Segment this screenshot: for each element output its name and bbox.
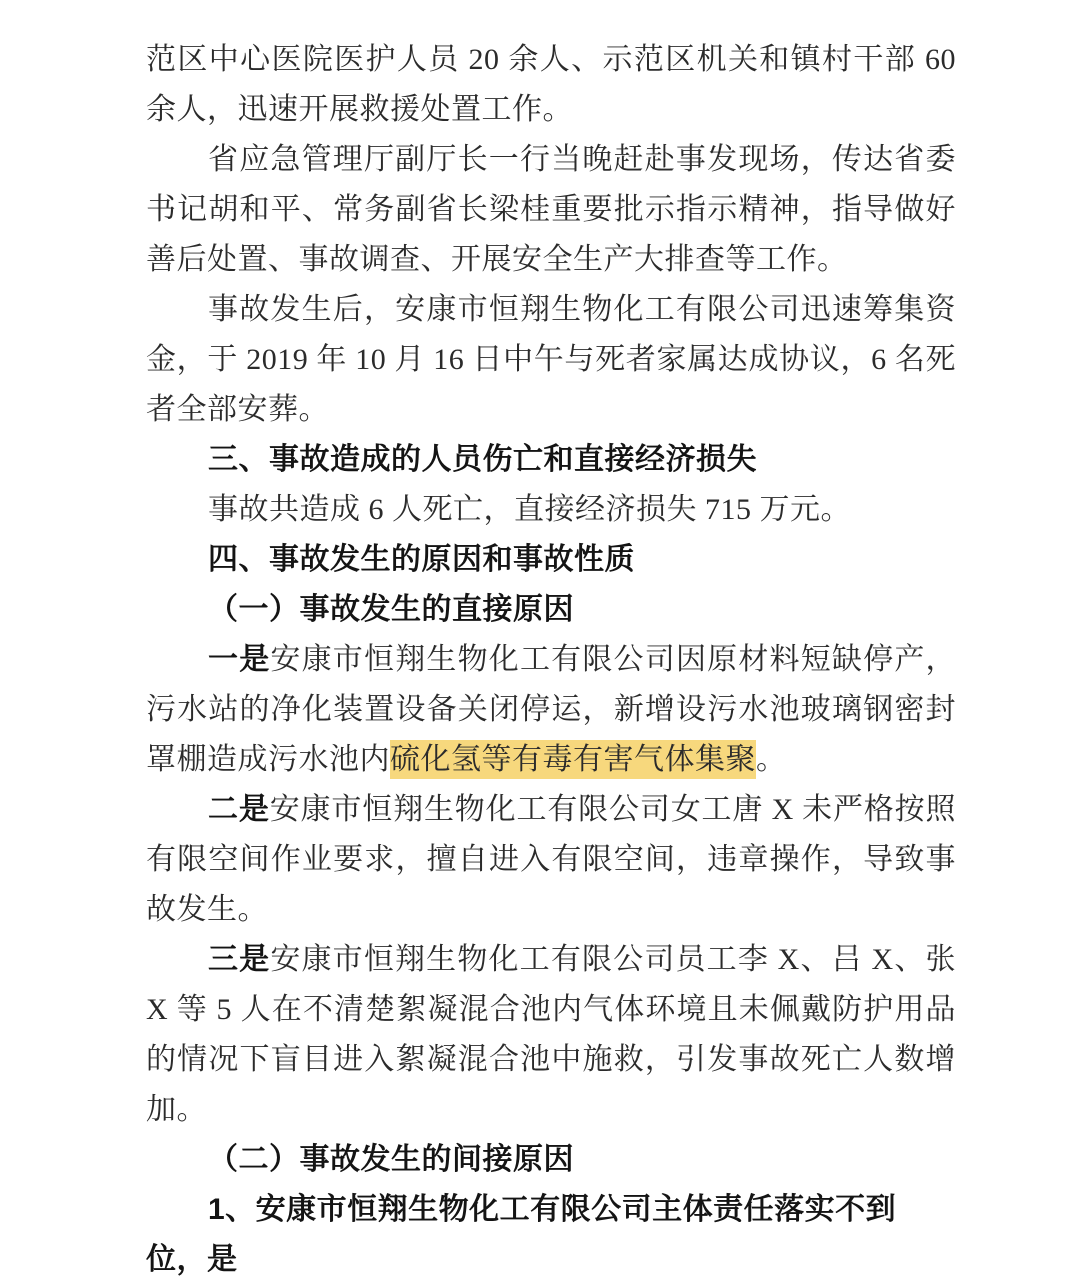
paragraph <box>146 285 956 435</box>
section-heading <box>146 435 956 485</box>
text-run: 事故共造成 6 人死亡，直接经济损失 715 万元。 <box>208 493 851 526</box>
paragraph <box>146 135 956 285</box>
bold-lead-text: 三是 <box>208 943 271 976</box>
text-run: 事故发生后，安康市恒翔生物化工有限公司迅速筹集资金，于 2019 年 10 月 16 日中午与死者家属达成协议，6 名死者全部安葬。 <box>146 293 956 426</box>
bold-lead-text: 四、事故发生的原因和事故性质 <box>208 543 635 576</box>
paragraph <box>146 485 956 535</box>
text-run: 安康市恒翔生物化工有限公司员工李 X、吕 X、张 X 等 5 人在不清楚絮凝混合池内气体环境且未佩戴防护用品的情况下盲目进入絮凝混合池中施救，引发事故死亡人数增加。 <box>146 943 956 1126</box>
text-run: 安康市恒翔生物化工有限公司女工唐 X 未严格按照有限空间作业要求，擅自进入有限空间，违章操作，导致事故发生。 <box>146 793 957 926</box>
bold-lead-text: （一）事故发生的直接原因 <box>208 593 574 626</box>
paragraph <box>146 35 956 135</box>
text-run: 。 <box>756 743 787 776</box>
paragraph <box>146 785 956 935</box>
paragraph <box>146 635 956 785</box>
highlighted-text: 硫化氢等有毒有害气体集聚 <box>390 740 756 779</box>
section-heading <box>146 1135 956 1185</box>
paragraph <box>146 935 956 1135</box>
bold-lead-text: 二是 <box>208 793 270 826</box>
text-run: 省应急管理厅副厅长一行当晚赶赴事发现场，传达省委书记胡和平、常务副省长梁桂重要批示指示精神，指导做好善后处置、事故调查、开展安全生产大排查等工作。 <box>146 143 956 276</box>
bold-lead-text: 三、事故造成的人员伤亡和直接经济损失 <box>208 443 757 476</box>
section-heading <box>146 585 956 635</box>
text-run: 范区中心医院医护人员 20 余人、示范区机关和镇村干部 60 余人，迅速开展救援处置工作。 <box>146 43 956 126</box>
bold-lead-text: 1、安康市恒翔生物化工有限公司主体责任落实不到位，是 <box>146 1193 897 1276</box>
section-heading <box>146 535 956 585</box>
bold-lead-text: （二）事故发生的间接原因 <box>208 1143 574 1176</box>
section-heading <box>146 1185 956 1285</box>
bold-lead-text: 一是 <box>208 643 271 676</box>
text-run: 安康市恒翔生物化工有限公司因原材料短缺停产，污水站的净化装置设备关闭停运，新增设污水池玻璃钢密封罩棚造成污水池内 <box>146 643 957 776</box>
